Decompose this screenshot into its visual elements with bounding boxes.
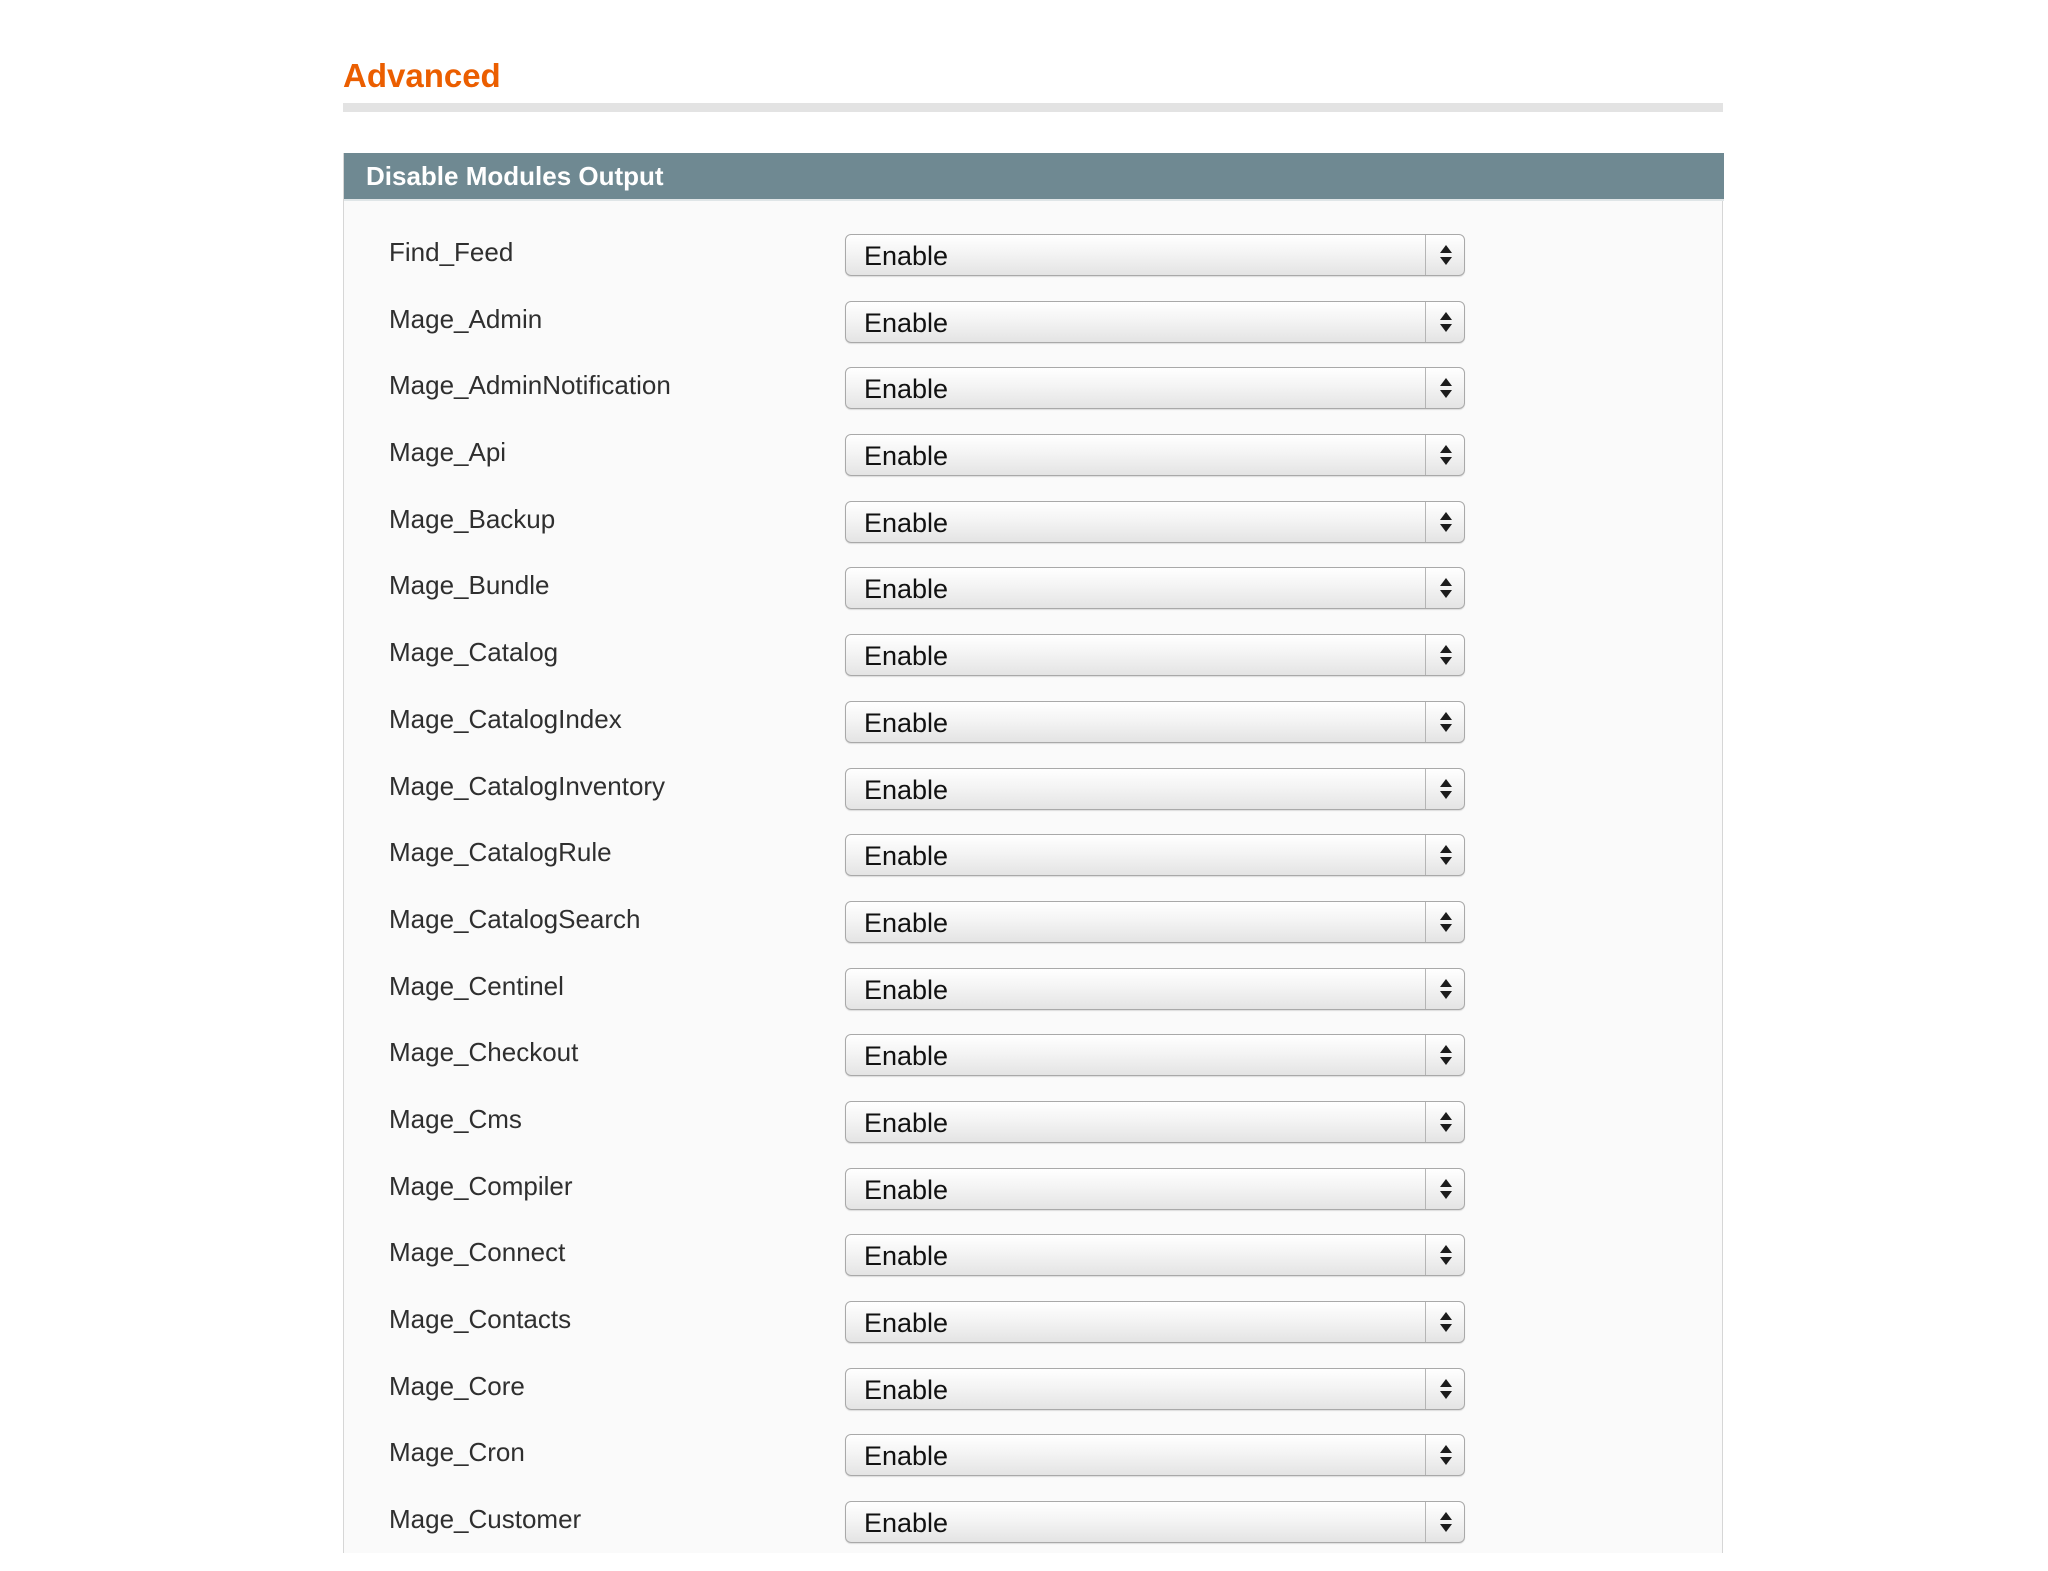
module-output-select[interactable] [845, 1501, 1465, 1543]
select-value: Enable [864, 441, 949, 472]
up-down-arrows-icon [1425, 368, 1464, 408]
up-down-arrows-icon [1425, 702, 1464, 742]
module-row [344, 904, 1724, 971]
module-row [344, 1171, 1724, 1238]
page-container [343, 0, 1723, 1539]
module-row [344, 1437, 1724, 1504]
module-label: Mage_Contacts [389, 1304, 572, 1334]
module-output-select[interactable] [845, 701, 1465, 743]
module-label: Mage_Cron [389, 1437, 525, 1468]
module-output-select[interactable] [845, 768, 1465, 810]
select-value: Enable [864, 841, 949, 872]
module-row [344, 771, 1724, 838]
module-output-select[interactable] [845, 901, 1465, 943]
module-label: Mage_AdminNotification [389, 370, 671, 401]
select-value: Enable [864, 1107, 949, 1138]
up-down-arrows-icon [1425, 1435, 1464, 1475]
module-output-select[interactable] [845, 1301, 1465, 1343]
select-value: Enable [864, 1041, 949, 1072]
page-title: Advanced [343, 57, 501, 94]
module-row [344, 1037, 1724, 1104]
select-value: Enable [864, 1241, 949, 1272]
module-label: Mage_CatalogInventory [389, 770, 666, 801]
module-label: Mage_Admin [389, 303, 543, 334]
select-value: Enable [864, 307, 949, 338]
module-row [344, 1371, 1724, 1438]
up-down-arrows-icon [1425, 1369, 1464, 1409]
module-output-select[interactable] [845, 1234, 1465, 1276]
up-down-arrows-icon [1425, 902, 1464, 942]
up-down-arrows-icon [1425, 1302, 1464, 1342]
select-value: Enable [864, 907, 949, 938]
module-label: Mage_Cms [389, 1103, 522, 1134]
select-value: Enable [864, 1441, 949, 1472]
module-row [344, 1504, 1724, 1571]
module-label: Mage_Connect [389, 1237, 566, 1268]
select-value: Enable [864, 507, 949, 538]
module-label: Find_Feed [389, 237, 514, 267]
module-output-select[interactable] [845, 968, 1465, 1010]
fieldset-header[interactable] [344, 153, 1724, 201]
module-output-select[interactable] [845, 434, 1465, 476]
module-row [344, 370, 1724, 437]
module-label: Mage_CatalogIndex [389, 703, 622, 734]
up-down-arrows-icon [1425, 435, 1464, 475]
title-divider [343, 103, 1723, 112]
module-row [344, 304, 1724, 371]
module-output-select[interactable] [845, 301, 1465, 343]
module-output-select[interactable] [845, 367, 1465, 409]
select-value: Enable [864, 707, 949, 738]
module-output-select[interactable] [845, 234, 1465, 276]
select-value: Enable [864, 374, 949, 405]
select-value: Enable [864, 1508, 949, 1539]
module-row [344, 704, 1724, 771]
module-row [344, 1104, 1724, 1171]
select-value: Enable [864, 574, 949, 605]
module-label: Mage_Core [389, 1370, 525, 1401]
module-output-select[interactable] [845, 1034, 1465, 1076]
select-value: Enable [864, 974, 949, 1005]
module-label: Mage_CatalogSearch [389, 903, 641, 934]
module-row [344, 637, 1724, 704]
module-label: Mage_Centinel [389, 970, 564, 1001]
up-down-arrows-icon [1425, 969, 1464, 1009]
up-down-arrows-icon [1425, 1035, 1464, 1075]
up-down-arrows-icon [1425, 1502, 1464, 1542]
select-value: Enable [864, 1174, 949, 1205]
module-label: Mage_Checkout [389, 1037, 579, 1068]
module-output-select[interactable] [845, 1368, 1465, 1410]
module-row [344, 570, 1724, 637]
select-value: Enable [864, 774, 949, 805]
up-down-arrows-icon [1425, 635, 1464, 675]
up-down-arrows-icon [1425, 835, 1464, 875]
module-label: Mage_Bundle [389, 570, 550, 601]
module-row [344, 237, 1724, 304]
select-value: Enable [864, 1374, 949, 1405]
module-row [344, 504, 1724, 571]
disable-modules-output-fieldset [343, 153, 1723, 1553]
up-down-arrows-icon [1425, 1169, 1464, 1209]
up-down-arrows-icon [1425, 1235, 1464, 1275]
up-down-arrows-icon [1425, 235, 1464, 275]
up-down-arrows-icon [1425, 769, 1464, 809]
module-label: Mage_Customer [389, 1504, 582, 1535]
module-rows [344, 237, 1724, 1571]
module-row [344, 437, 1724, 504]
module-label: Mage_Catalog [389, 637, 559, 668]
module-label: Mage_Api [389, 437, 507, 468]
up-down-arrows-icon [1425, 502, 1464, 542]
module-row [344, 971, 1724, 1038]
module-output-select[interactable] [845, 567, 1465, 609]
up-down-arrows-icon [1425, 568, 1464, 608]
select-value: Enable [864, 241, 949, 271]
module-output-select[interactable] [845, 501, 1465, 543]
select-value: Enable [864, 1308, 949, 1338]
module-output-select[interactable] [845, 1101, 1465, 1143]
module-row [344, 1304, 1724, 1371]
module-output-select[interactable] [845, 834, 1465, 876]
module-label: Mage_CatalogRule [389, 837, 612, 868]
select-value: Enable [864, 641, 949, 672]
module-output-select[interactable] [845, 1434, 1465, 1476]
fieldset-title: Disable Modules Output [366, 161, 664, 191]
module-output-select[interactable] [845, 1168, 1465, 1210]
module-label: Mage_Compiler [389, 1170, 573, 1201]
up-down-arrows-icon [1425, 302, 1464, 342]
module-label: Mage_Backup [389, 503, 556, 534]
module-row [344, 837, 1724, 904]
module-output-select[interactable] [845, 634, 1465, 676]
up-down-arrows-icon [1425, 1102, 1464, 1142]
module-row [344, 1237, 1724, 1304]
